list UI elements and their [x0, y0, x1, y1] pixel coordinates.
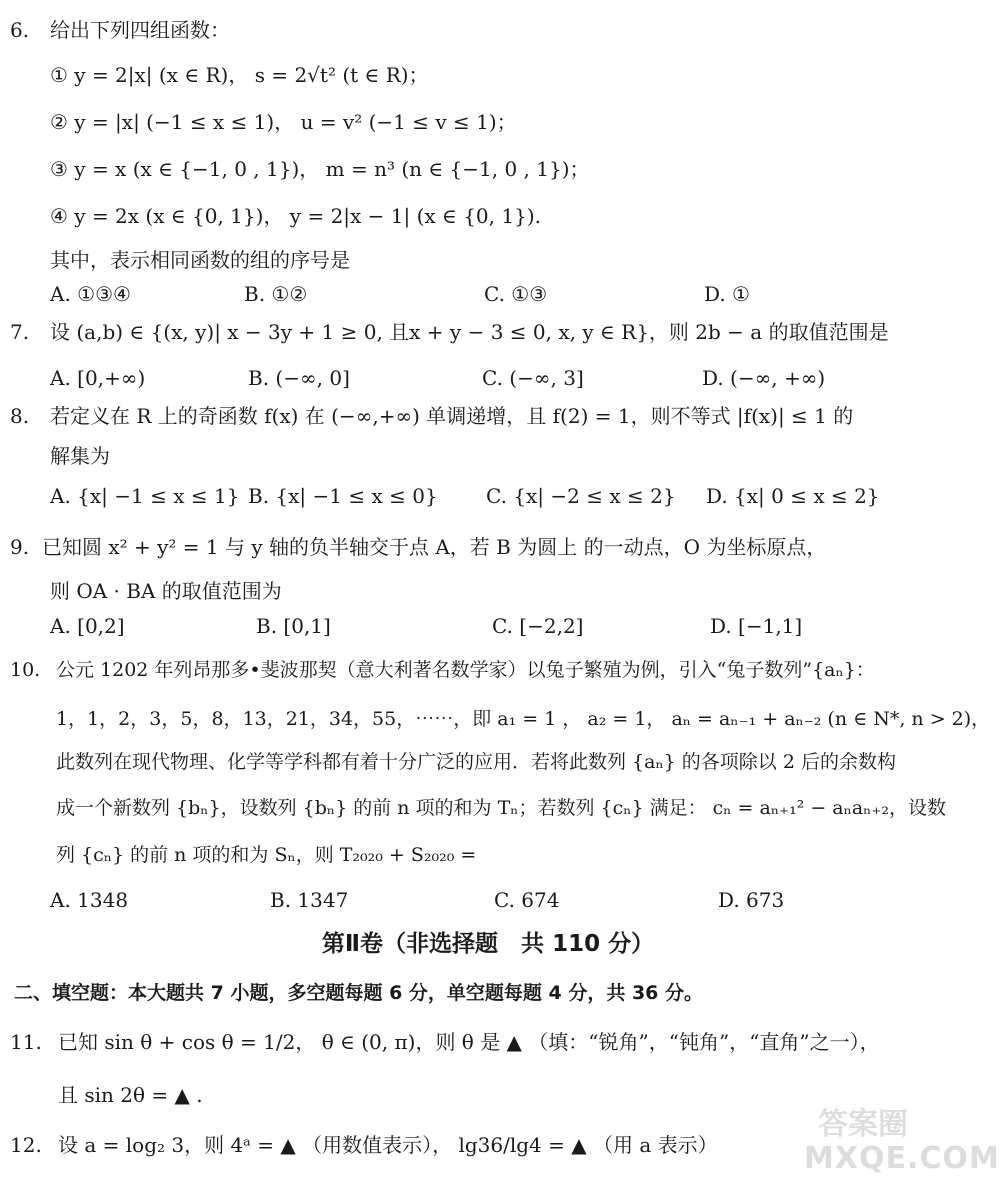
question-line: 且 sin 2θ = ▲ .	[58, 1083, 203, 1107]
question-stem: 公元 1202 年列昂那多•斐波那契（意大利著名数学家）以兔子繁殖为例，引入“兔子数列”{aₙ}：	[56, 659, 875, 681]
part-2-title: 第Ⅱ卷（非选择题 共 110 分）	[321, 931, 655, 957]
question-stem: 已知 sin θ + cos θ = 1/2， θ ∈ (0, π)，则 θ 是 ▲ （填：“锐角”，“钝角”，“直角”之一），	[58, 1030, 880, 1054]
option-a: A. {x| −1 ≤ x ≤ 1}	[50, 484, 240, 508]
question-stem: 已知圆 x² + y² = 1 与 y 轴的负半轴交于点 A，若 B 为圆上 的一动点，O 为坐标原点，	[42, 535, 827, 559]
option-c: C. {x| −2 ≤ x ≤ 2}	[486, 484, 676, 508]
option-a: A. [0,2]	[50, 614, 125, 638]
option-d: D. {x| 0 ≤ x ≤ 2}	[706, 484, 880, 508]
question-number: 6.	[10, 18, 30, 42]
question-stem: 给出下列四组函数：	[50, 18, 230, 42]
watermark-logo	[798, 1097, 1000, 1177]
watermark-line-1: 答案圈	[818, 1107, 908, 1142]
question-number: 8.	[10, 404, 30, 428]
question-number: 9.	[10, 535, 30, 559]
question-stem: 设 (a,b) ∈ {(x, y)| x − 3y + 1 ≥ 0, 且x + y − 3 ≤ 0, x, y ∈ R}，则 2b − a 的取值范围是	[50, 320, 889, 344]
question-line: 成一个新数列 {bₙ}，设数列 {bₙ} 的前 n 项的和为 Tₙ；若数列 {cₙ} 满足： cₙ = aₙ₊₁² − aₙaₙ₊₂，设数	[56, 797, 947, 819]
question-number: 11.	[10, 1030, 42, 1054]
option-c: C. 674	[494, 888, 560, 912]
question-line: 此数列在现代物理、化学等学科都有着十分广泛的应用．若将此数列 {aₙ} 的各项除以 2 后的余数构	[56, 751, 896, 773]
option-d: D. (−∞, +∞)	[702, 366, 826, 390]
option-b: B. 1347	[270, 888, 349, 912]
option-a: A. 1348	[50, 888, 129, 912]
option-b: B. [0,1]	[256, 614, 331, 638]
question-number: 10.	[10, 659, 41, 681]
option-b: B. ①②	[244, 282, 308, 306]
question-continuation: 则 OA · BA 的取值范围为	[50, 579, 282, 603]
option-d: D. [−1,1]	[710, 614, 803, 638]
function-pair-3: ③ y = x (x ∈ {−1, 0 , 1})， m = n³ (n ∈ {−1, 0 , 1})；	[50, 157, 590, 181]
option-c: C. ①③	[484, 282, 548, 306]
question-stem: 设 a = log₂ 3，则 4ᵃ = ▲ （用数值表示）， lg36/lg4 = ▲ （用 a 表示）	[58, 1133, 718, 1157]
question-tail: 其中，表示相同函数的组的序号是	[50, 248, 350, 272]
question-continuation: 解集为	[50, 444, 110, 468]
function-pair-1: ① y = 2|x| (x ∈ R)， s = 2√t² (t ∈ R)；	[50, 63, 429, 87]
question-stem: 若定义在 R 上的奇函数 f(x) 在 (−∞,+∞) 单调递增，且 f(2) = 1，则不等式 |f(x)| ≤ 1 的	[50, 404, 854, 428]
question-line: 1，1，2，3，5，8，13，21，34，55，⋯⋯，即 a₁ = 1 ， a₂ = 1， aₙ = aₙ₋₁ + aₙ₋₂ (n ∈ N*, n > 2)，	[56, 708, 991, 730]
section-heading: 二、填空题：本大题共 7 小题，多空题每题 6 分，单空题每题 4 分，共 36 分。	[14, 982, 704, 1004]
function-pair-2: ② y = |x| (−1 ≤ x ≤ 1)， u = v² (−1 ≤ v ≤ 1)；	[50, 110, 517, 134]
function-pair-4: ④ y = 2x (x ∈ {0, 1})， y = 2|x − 1| (x ∈ {0, 1}).	[50, 204, 541, 228]
option-c: C. (−∞, 3]	[482, 366, 584, 390]
option-b: B. (−∞, 0]	[248, 366, 350, 390]
question-number: 12.	[10, 1133, 42, 1157]
option-c: C. [−2,2]	[492, 614, 584, 638]
option-d: D. ①	[704, 282, 750, 306]
watermark-line-2: MXQE.COM	[804, 1141, 1000, 1176]
question-number: 7.	[10, 320, 30, 344]
option-a: A. ①③④	[50, 282, 131, 306]
option-a: A. [0,+∞)	[50, 366, 146, 390]
option-d: D. 673	[718, 888, 785, 912]
option-b: B. {x| −1 ≤ x ≤ 0}	[248, 484, 438, 508]
question-line: 列 {cₙ} 的前 n 项的和为 Sₙ，则 T₂₀₂₀ + S₂₀₂₀ =	[56, 844, 477, 866]
